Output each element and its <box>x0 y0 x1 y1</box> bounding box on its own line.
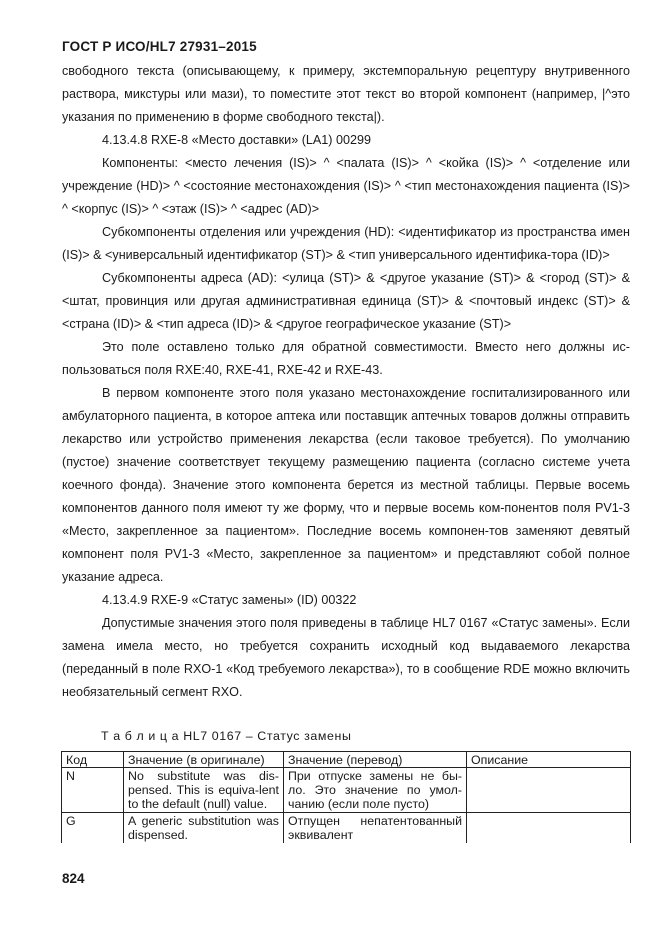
page-number: 824 <box>62 871 85 886</box>
column-header-description: Описание <box>467 752 631 768</box>
paragraph: Субкомпоненты отделения или учреждения (HD): <идентификатор из пространства имен (IS)> & <универсальный идентификатор (ST)> & <тип универсального идентифика-тора (ID)> <box>62 225 630 262</box>
table-cell-code: N <box>62 768 124 813</box>
column-header-code: Код <box>62 752 124 768</box>
section-heading: 4.13.4.8 RXE-8 «Место доставки» (LA1) 00299 <box>102 133 372 147</box>
table-cell-code: G <box>62 813 124 844</box>
table-cell-original: No substitute was dis-pensed. This is equiva-lent to the default (null) value. <box>124 768 284 813</box>
section-heading: 4.13.4.9 RXE-9 «Статус замены» (ID) 00322 <box>102 593 357 607</box>
table-cell-description <box>467 813 631 844</box>
table-cell-translation: Отпущен непатентованный эквивалент <box>284 813 467 844</box>
body-text <box>62 60 630 704</box>
document-header: ГОСТ Р ИСО/HL7 27931–2015 <box>62 39 257 54</box>
column-header-translation: Значение (перевод) <box>284 752 467 768</box>
paragraph: свободного текста (описывающему, к примеру, экстемпоральную рецептуру внутривенного раствора, микстуры или мази), то поместите этот текст во второй компонент (например, |^это указания по применению в форме свободного текста|). <box>62 64 630 124</box>
paragraph: В первом компоненте этого поля указано местонахождение госпитализированного или амбулаторного пациента, в которое аптека или поставщик аптечных товаров должны отправить лекарство или устройство применения лекарства (если таковое требуется). По умолчанию (пустое) значение соответствует текущему размещению пациента (согласно системе учета коечного фонда). Значение этого компонента берется из местной таблицы. Первые восемь компонентов данного поля имеют ту же форму, что и первые восемь ком-понентов поля PV1-3 «Место, закрепленное за пациентом». Последние восемь компонен-тов заменяют девятый компонент поля PV1-3 «Место, закрепленное за пациентом» и представляют собой полное указание адреса. <box>62 386 630 584</box>
table-header-row <box>62 752 631 768</box>
table-row <box>62 813 631 844</box>
table-row <box>62 768 631 813</box>
status-table <box>61 751 631 843</box>
paragraph: Субкомпоненты адреса (AD): <улица (ST)> & <другое указание (ST)> & <город (ST)> & <штат, провинция или другая административная единица (ST)> & <почтовый индекс (ST)> & <страна (ID)> & <тип адреса (ID)> & <другое географическое указание (ST)> <box>62 271 630 331</box>
paragraph: Компоненты: <место лечения (IS)> ^ <палата (IS)> ^ <койка (IS)> ^ <отделение или учреждение (HD)> ^ <состояние местонахождения (IS)> ^ <тип местонахождения пациента (IS)> ^ <корпус (IS)> ^ <этаж (IS)> ^ <адрес (AD)> <box>62 156 630 216</box>
table-cell-original: A generic substitution was dispensed. <box>124 813 284 844</box>
table-caption: Т а б л и ц а HL7 0167 – Статус замены <box>101 729 352 743</box>
paragraph: Это поле оставлено только для обратной совместимости. Вместо него должны ис-пользоваться поля RXE:40, RXE-41, RXE-42 и RXE-43. <box>62 340 630 377</box>
table-cell-translation: При отпуске замены не бы-ло. Это значение по умол-чанию (если поле пусто) <box>284 768 467 813</box>
column-header-original: Значение (в оригинале) <box>124 752 284 768</box>
paragraph: Допустимые значения этого поля приведены в таблице HL7 0167 «Статус замены». Если замена имела место, но требуется сохранить исходный код выдаваемого лекарства (переданный в поле RXO-1 «Код требуемого лекарства»), то в сообщение RDE можно включить необязательный сегмент RXO. <box>62 616 630 699</box>
table-cell-description <box>467 768 631 813</box>
